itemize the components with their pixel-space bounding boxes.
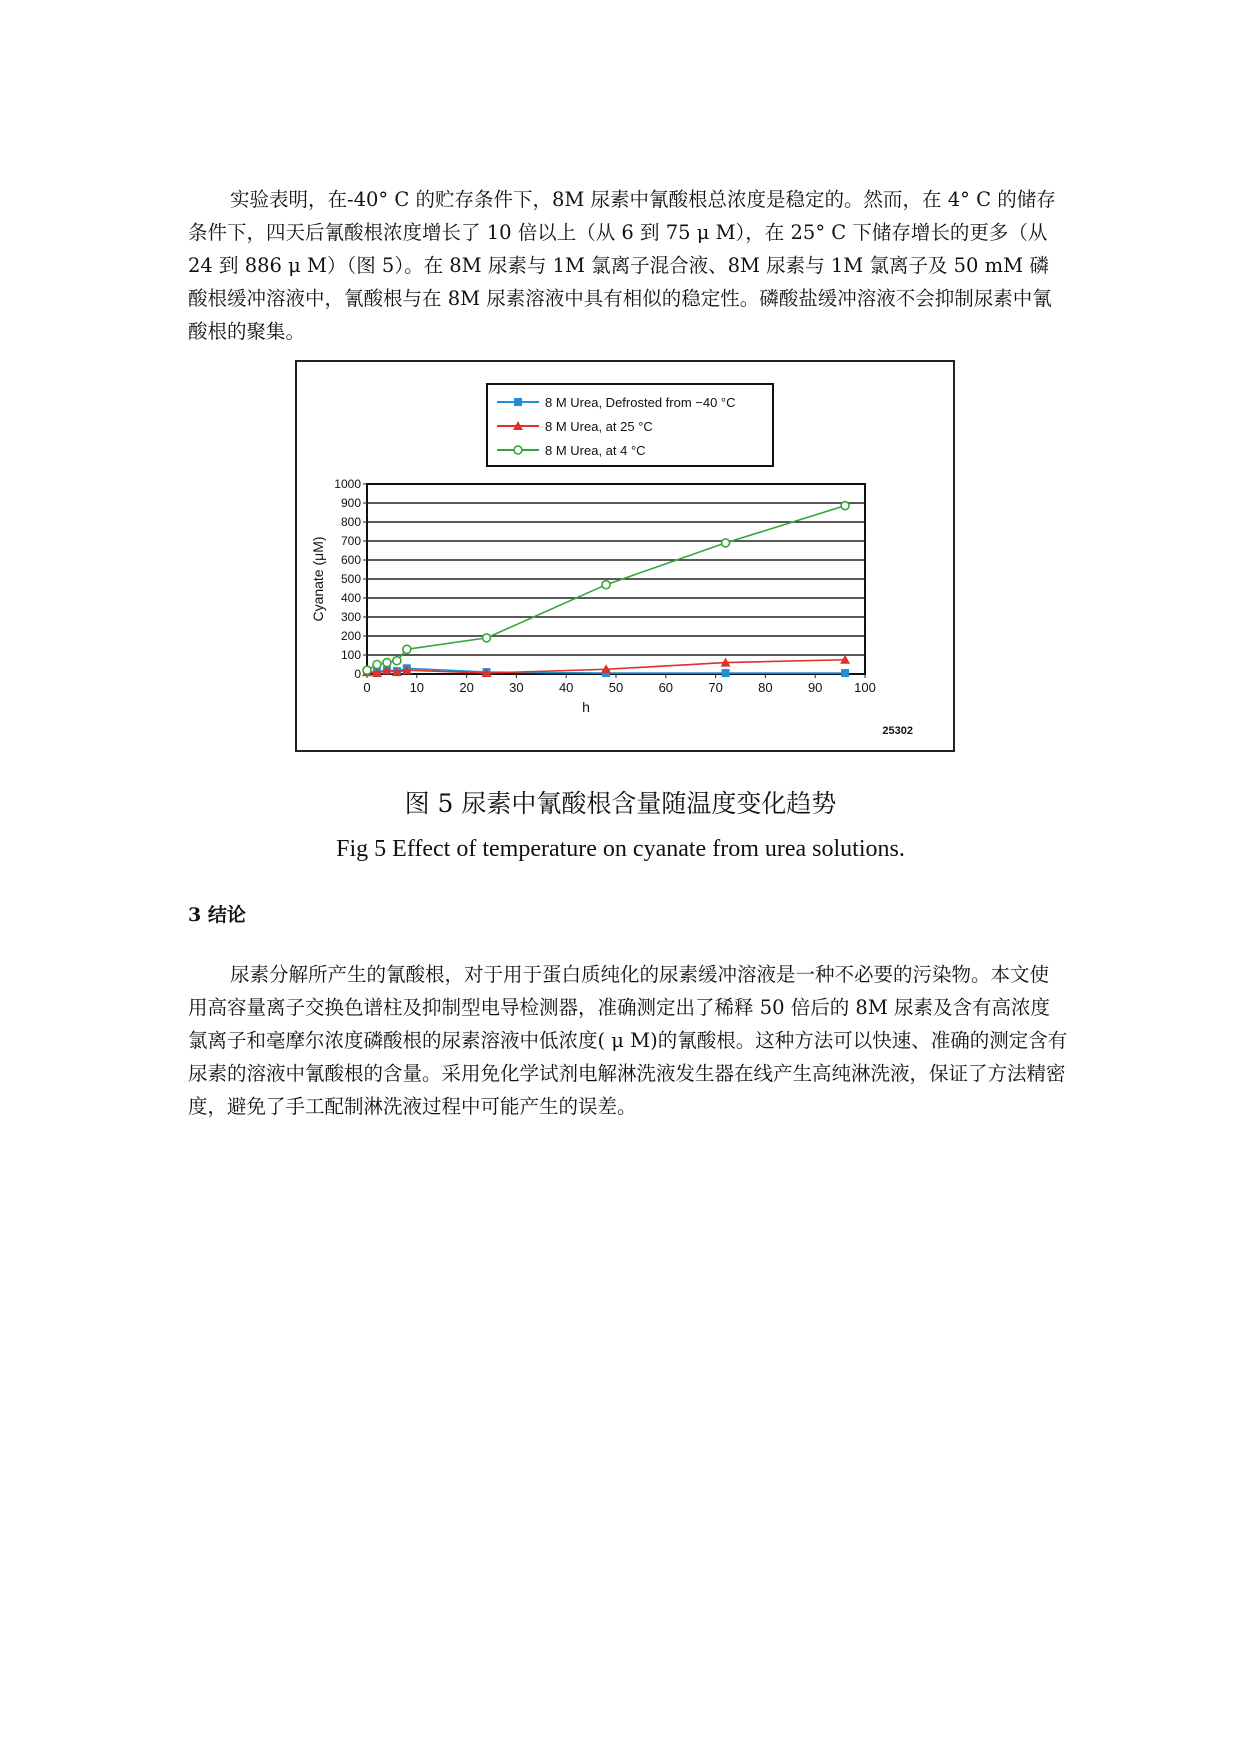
- data-point-circle: [403, 645, 411, 653]
- data-point-circle: [483, 634, 491, 642]
- y-tick-label: 400: [340, 591, 361, 605]
- y-tick-label: 900: [340, 496, 361, 510]
- results-paragraph: [188, 183, 1068, 348]
- conclusion-paragraph: [188, 958, 1068, 1123]
- data-point-circle: [383, 659, 391, 667]
- y-tick-label: 0: [354, 667, 361, 681]
- data-point-square: [841, 669, 849, 677]
- figure-caption-cn: 图 5 尿素中氰酸根含量随温度变化趋势: [404, 789, 837, 818]
- legend-label: 8 M Urea, Defrosted from −40 °C: [545, 395, 736, 410]
- y-tick-label: 800: [340, 515, 361, 529]
- data-point-circle: [602, 581, 610, 589]
- legend-label: 8 M Urea, at 4 °C: [545, 443, 646, 458]
- figure-5-frame: [295, 360, 955, 752]
- x-tick-label: 10: [409, 680, 425, 695]
- x-tick-label: 80: [758, 680, 773, 695]
- x-tick-label: 20: [459, 680, 474, 695]
- y-tick-label: 700: [340, 534, 361, 548]
- data-point-circle: [373, 661, 381, 669]
- x-tick-label: 60: [658, 680, 674, 695]
- section-heading-conclusion: 3 结论: [188, 904, 246, 926]
- x-tick-label: 40: [558, 680, 574, 695]
- y-tick-label: 1000: [334, 477, 361, 491]
- legend-marker-square: [514, 398, 522, 406]
- figure-caption-en: Fig 5 Effect of temperature on cyanate from urea solutions.: [336, 836, 905, 862]
- y-axis-label: Cyanate (μM): [310, 536, 326, 622]
- conclusion-paragraph-text: 尿素分解所产生的氰酸根，对于用于蛋白质纯化的尿素缓冲溶液是一种不必要的污染物。本文使用高容量离子交换色谱柱及抑制型电导检测器，准确测定出了稀释 50 倍后的 8M 尿素及含有高浓度氯离子和毫摩尔浓度磷酸根的尿素溶液中低浓度( μ M)的氰酸根。这种方法可以快速、准确的测定含有尿素的溶液中氰酸根的含量。采用免化学试剂电解淋洗液发生器在线产生高纯淋洗液，保证了方法精密度，避免了手工配制淋洗液过程中可能产生的误差。: [188, 963, 1068, 1118]
- x-tick-label: 50: [608, 680, 624, 695]
- x-tick-label: 70: [708, 680, 723, 695]
- data-point-circle: [393, 657, 401, 665]
- legend-label: 8 M Urea, at 25 °C: [545, 419, 653, 434]
- legend-marker-circle: [514, 446, 522, 454]
- y-tick-label: 300: [340, 610, 361, 624]
- y-tick-label: 500: [340, 572, 361, 586]
- x-tick-label: 0: [363, 680, 371, 695]
- data-point-circle: [841, 502, 849, 510]
- figure-id-label: 25302: [882, 725, 913, 737]
- y-tick-label: 100: [340, 648, 361, 662]
- data-point-square: [722, 669, 730, 677]
- x-tick-label: 100: [854, 680, 876, 695]
- data-point-circle: [363, 666, 371, 674]
- data-point-circle: [722, 539, 730, 547]
- x-tick-label: 30: [509, 680, 524, 695]
- x-tick-label: 90: [807, 680, 823, 695]
- cyanate-line-chart: [297, 362, 953, 750]
- y-tick-label: 600: [340, 553, 361, 567]
- y-tick-label: 200: [340, 629, 361, 643]
- results-paragraph-text: 实验表明，在-40° C 的贮存条件下，8M 尿素中氰酸根总浓度是稳定的。然而，在 4° C 的储存条件下，四天后氰酸根浓度增长了 10 倍以上（从 6 到 75 μ M），在 25° C 下储存增长的更多（从 24 到 886 μ M）（图 5）。在 8M 尿素与 1M 氯离子混合液、8M 尿素与 1M 氯离子及 50 mM 磷酸根缓冲溶液中，氰酸根与在 8M 尿素溶液中具有相似的稳定性。磷酸盐缓冲溶液不会抑制尿素中氰酸根的聚集。: [188, 188, 1056, 343]
- x-axis-label: h: [582, 699, 590, 715]
